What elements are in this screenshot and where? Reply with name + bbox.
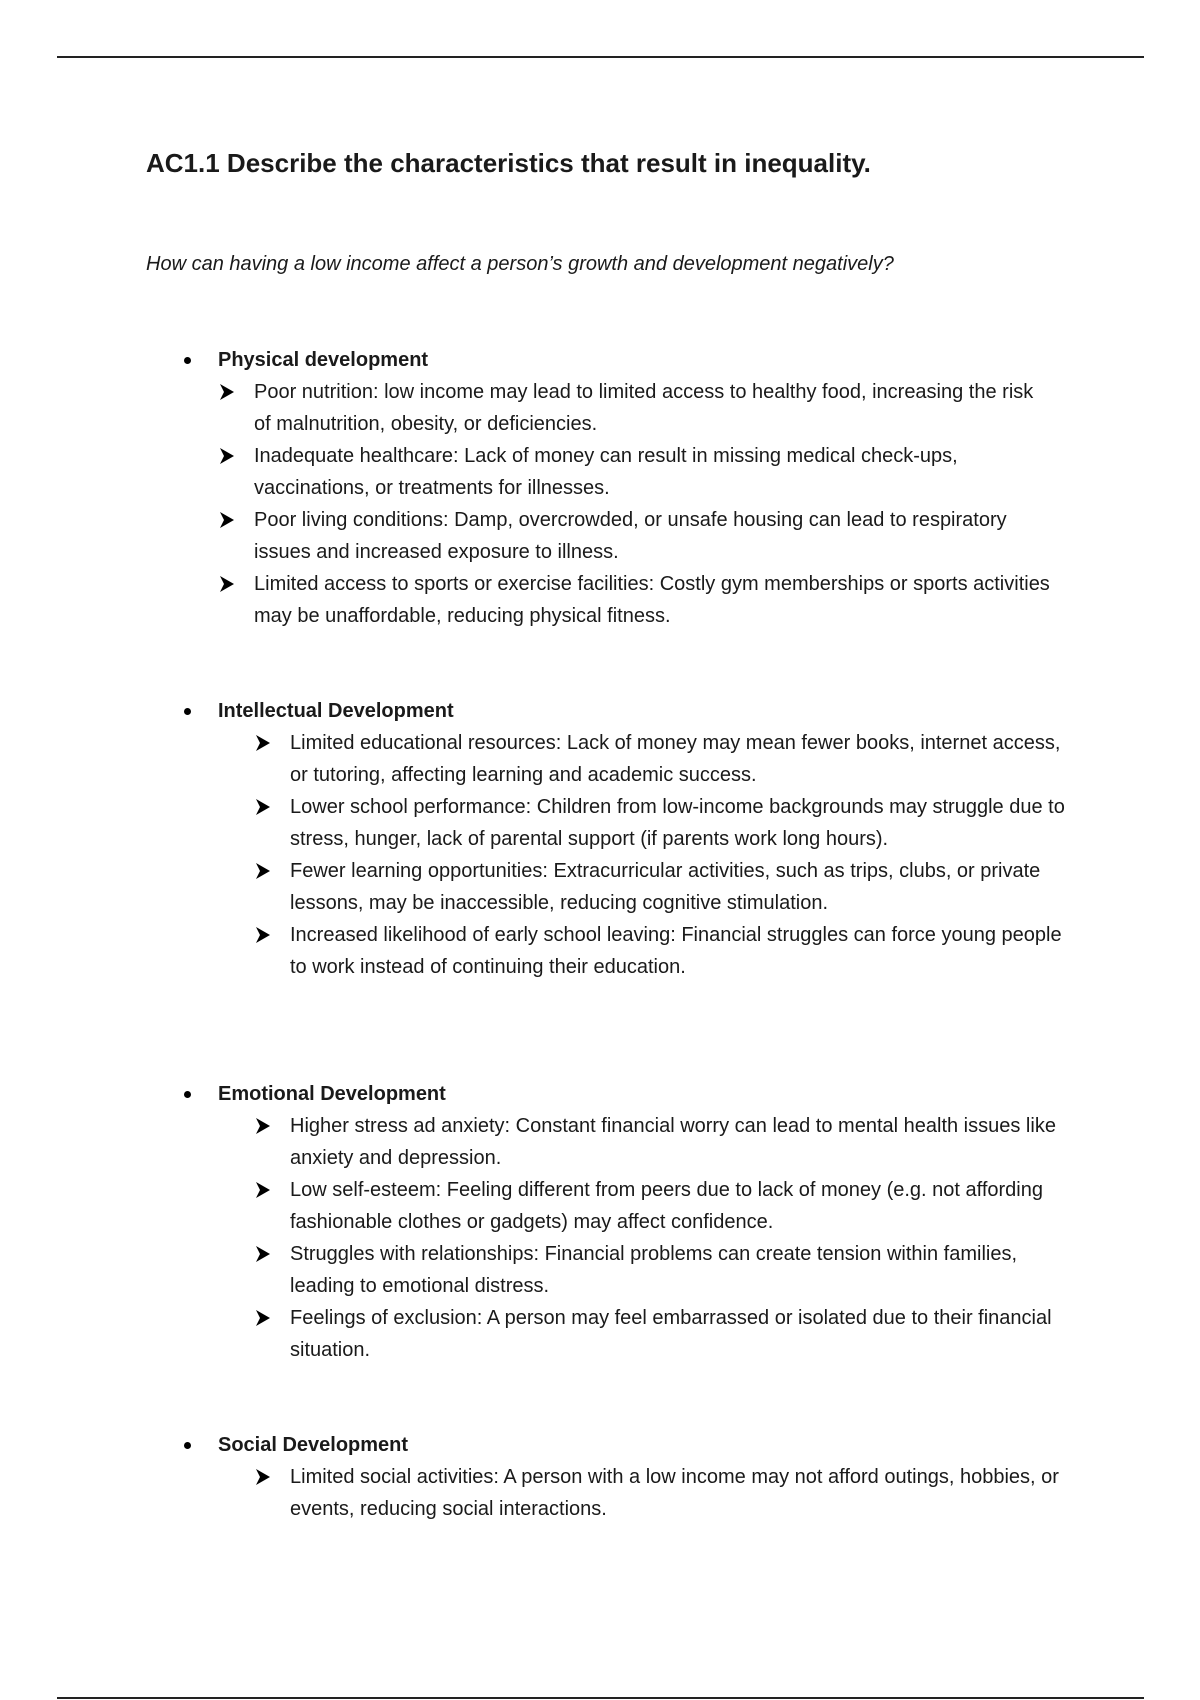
list-item [146, 919, 1066, 983]
list-item [146, 1238, 1066, 1302]
list-item [146, 504, 1066, 568]
arrowhead-bullet-icon [255, 926, 271, 944]
list-item-text: Struggles with relationships: Financial problems can create tension within families, leading to emotional distress. [290, 1243, 1018, 1297]
bullet-icon [184, 357, 191, 364]
list-item [146, 1302, 1066, 1366]
arrowhead-bullet-icon [255, 1468, 271, 1486]
list-item [146, 440, 1066, 504]
list-item-text: Lower school performance: Children from low-income backgrounds may struggle due to stress, hunger, lack of parental support (if parents work long hours). [290, 796, 1065, 850]
arrowhead-bullet-icon [255, 1117, 271, 1135]
list-item-text: Increased likelihood of early school leaving: Financial struggles can force young people to work instead of continuing their education. [290, 924, 1062, 978]
sub-list [146, 1461, 1066, 1525]
section-heading-text: Social Development [218, 1434, 409, 1456]
arrowhead-bullet-icon [219, 383, 235, 401]
arrowhead-bullet-icon [255, 862, 271, 880]
arrowhead-bullet-icon [219, 447, 235, 465]
arrowhead-bullet-icon [255, 1245, 271, 1263]
arrowhead-bullet-icon [219, 575, 235, 593]
arrowhead-bullet-icon [219, 511, 235, 529]
list-item-text: Inadequate healthcare: Lack of money can result in missing medical check-ups, vaccinations, or treatments for illnesses. [254, 445, 958, 499]
section-social [146, 1429, 1066, 1525]
bullet-icon [184, 1442, 191, 1449]
list-item [146, 727, 1066, 791]
section-physical [146, 344, 1066, 632]
sub-list [146, 727, 1066, 983]
list-item-text: Limited social activities: A person with a low income may not afford outings, hobbies, or events, reducing social interactions. [290, 1466, 1059, 1520]
list-item [146, 855, 1066, 919]
list-item-text: Fewer learning opportunities: Extracurricular activities, such as trips, clubs, or private lessons, may be inaccessible, reducing cognitive stimulation. [290, 860, 1041, 914]
list-item [146, 791, 1066, 855]
list-item [146, 1461, 1066, 1525]
bullet-icon [184, 708, 191, 715]
list-item [146, 376, 1066, 440]
section-heading [146, 344, 1066, 376]
section-heading [146, 1078, 1066, 1110]
list-item-text: Poor nutrition: low income may lead to limited access to healthy food, increasing the risk of malnutrition, obesity, or deficiencies. [254, 381, 1034, 435]
list-item-text: Higher stress ad anxiety: Constant financial worry can lead to mental health issues like anxiety and depression. [290, 1115, 1056, 1169]
section-heading-text: Emotional Development [218, 1083, 446, 1105]
sub-list [146, 376, 1066, 632]
list-item-text: Poor living conditions: Damp, overcrowded, or unsafe housing can lead to respiratory issues and increased exposure to illness. [254, 509, 1007, 563]
section-heading [146, 1429, 1066, 1461]
arrowhead-bullet-icon [255, 1181, 271, 1199]
list-item-text: Feelings of exclusion: A person may feel embarrassed or isolated due to their financial situation. [290, 1307, 1052, 1361]
list-item-text: Low self-esteem: Feeling different from peers due to lack of money (e.g. not affording fashionable clothes or gadgets) may affect confidence. [290, 1179, 1043, 1233]
list-item [146, 568, 1066, 632]
list-item [146, 1110, 1066, 1174]
header-rule [57, 56, 1144, 58]
section-heading [146, 695, 1066, 727]
bullet-icon [184, 1091, 191, 1098]
arrowhead-bullet-icon [255, 798, 271, 816]
section-intellectual [146, 695, 1066, 983]
page-title: AC1.1 Describe the characteristics that result in inequality. [146, 148, 871, 178]
sub-list [146, 1110, 1066, 1366]
footer-rule [57, 1697, 1144, 1699]
section-heading-text: Physical development [218, 349, 429, 371]
question-text: How can having a low income affect a person’s growth and development negatively? [146, 253, 894, 275]
list-item [146, 1174, 1066, 1238]
list-item-text: Limited educational resources: Lack of money may mean fewer books, internet access, or tutoring, affecting learning and academic success. [290, 732, 1061, 786]
section-emotional [146, 1078, 1066, 1366]
arrowhead-bullet-icon [255, 1309, 271, 1327]
section-heading-text: Intellectual Development [218, 700, 454, 722]
arrowhead-bullet-icon [255, 734, 271, 752]
list-item-text: Limited access to sports or exercise facilities: Costly gym memberships or sports activities may be unaffordable, reducing physical fitness. [254, 573, 1050, 627]
